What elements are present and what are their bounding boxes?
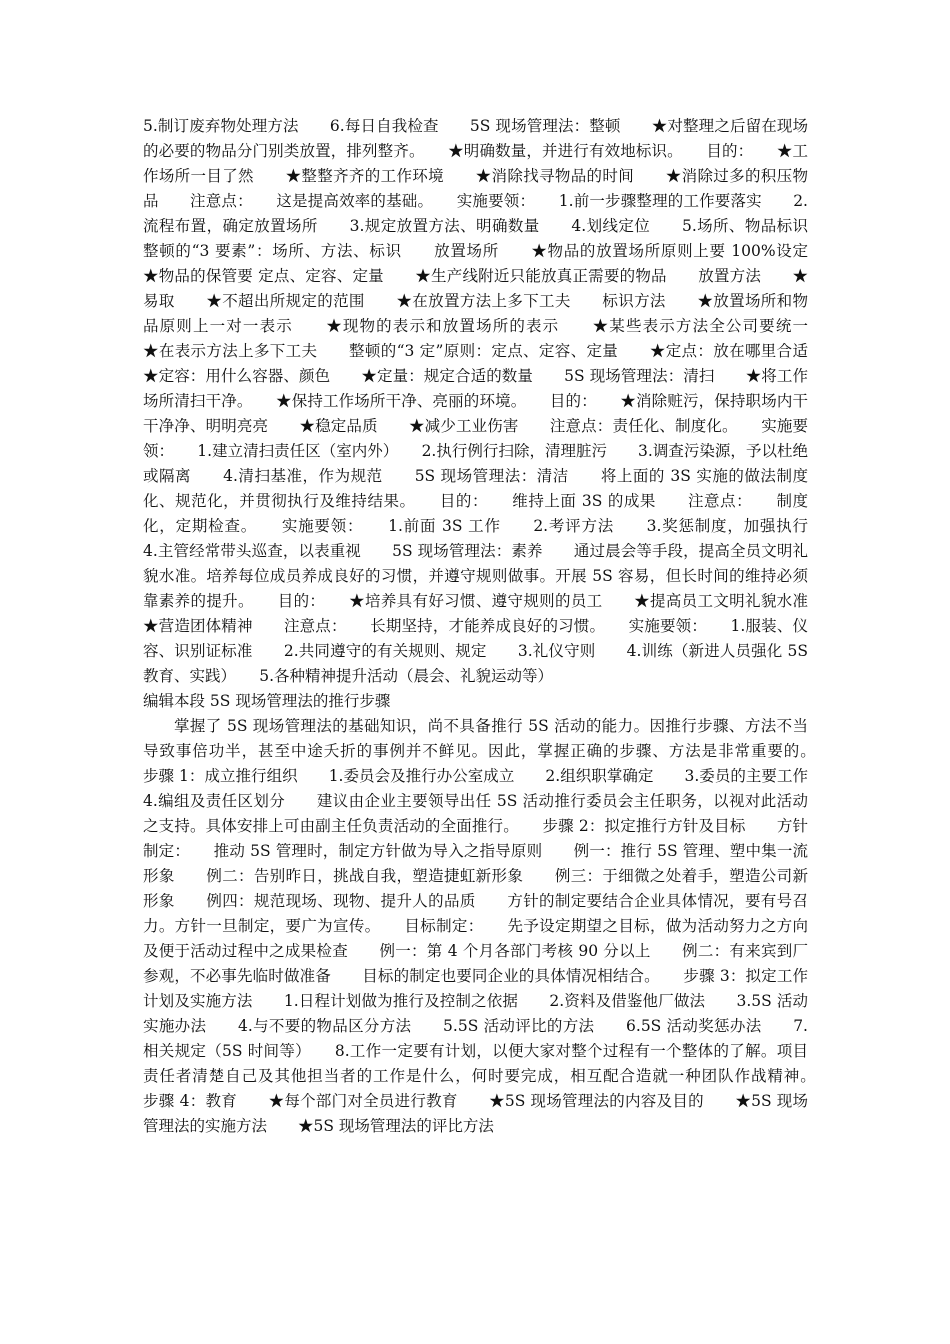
paragraph-5s-seiton-seiso-seiketsu-shitsuke: 5.制订废弃物处理方法 6.每日自我检查 5S 现场管理法：整顿 ★对整理之后留在现场的必要的物品分门别类放置，排列整齐。 ★明确数量，并进行有效地标识。 目的： ★工作场所一目了然 ★整整齐齐的工作环境 ★消除找寻物品的时间 ★消除过多的积压物品 注意点： 这是提高效率的基础。 实施要领： 1.前一步骤整理的工作要落实 2.流程布置，确定放置场所 3.规定放置方法、明确数量 4.划线定位 5.场所、物品标识 整顿的“3 要素”：场所、方法、标识 放置场所 ★物品的放置场所原则上要 100%设定 ★物品的保管要 定点、定容、定量 ★生产线附近只能放真正需要的物品 放置方法 ★易取 ★不超出所规定的范围 ★在放置方法上多下工夫 标识方法 ★放置场所和物品原则上一对一表示 ★现物的表示和放置场所的表示 ★某些表示方法全公司要统一 ★在表示方法上多下工夫 整顿的“3 定”原则：定点、定容、定量 ★定点：放在哪里合适 ★定容：用什么容器、颜色 ★定量：规定合适的数量 5S 现场管理法：清扫 ★将工作场所清扫干净。 ★保持工作场所干净、亮丽的环境。 目的： ★消除赃污，保持职场内干干净净、明明亮亮 ★稳定品质 ★减少工业伤害 注意点：责任化、制度化。 实施要领： 1.建立清扫责任区（室内外） 2.执行例行扫除，清理脏污 3.调查污染源，予以杜绝或隔离 4.清扫基准，作为规范 5S 现场管理法：清洁 将上面的 3S 实施的做法制度化、规范化，并贯彻执行及维持结果。 目的： 维持上面 3S 的成果 注意点： 制度化，定期检查。 实施要领： 1.前面 3S 工作 2.考评方法 3.奖惩制度，加强执行 4.主管经常带头巡查，以表重视 5S 现场管理法：素养 通过晨会等手段，提高全员文明礼貌水准。培养每位成员养成良好的习惯，并遵守规则做事。开展 5S 容易，但长时间的维持必须靠素养的提升。 目的： ★培养具有好习惯、遵守规则的员工 ★提高员工文明礼貌水准 ★营造团体精神 注意点： 长期坚持，才能养成良好的习惯。 实施要领： 1.服装、仪容、识别证标准 2.共同遵守的有关规则、规定 3.礼仪守则 4.训练（新进人员强化 5S 教育、实践） 5.各种精神提升活动（晨会、礼貌运动等）	[143, 117, 840, 685]
paragraph-implementation-steps: 掌握了 5S 现场管理法的基础知识，尚不具备推行 5S 活动的能力。因推行步骤、方法不当导致事倍功半，甚至中途夭折的事例并不鲜见。因此，掌握正确的步骤、方法是非常重要的。 步骤 1：成立推行组织 1.委员会及推行办公室成立 2.组织职掌确定 3.委员的主要工作 4.编组及责任区划分 建议由企业主要领导出任 5S 活动推行委员会主任职务，以视对此活动之支持。具体安排上可由副主任负责活动的全面推行。 步骤 2：拟定推行方针及目标 方针制定： 推动 5S 管理时，制定方针做为导入之指导原则 例一：推行 5S 管理、塑中集一流形象 例二：告别昨日，挑战自我，塑造捷虹新形象 例三：于细微之处着手，塑造公司新形象 例四：规范现场、现物、提升人的品质 方针的制定要结合企业具体情况，要有号召力。方针一旦制定，要广为宣传。 目标制定： 先予设定期望之目标，做为活动努力之方向及便于活动过程中之成果检查 例一：第 4 个月各部门考核 90 分以上 例二：有来宾到厂参观，不必事先临时做准备 目标的制定也要同企业的具体情况相结合。 步骤 3：拟定工作计划及实施方法 1.日程计划做为推行及控制之依据 2.资料及借鉴他厂做法 3.5S 活动实施办法 4.与不要的物品区分方法 5.5S 活动评比的方法 6.5S 活动奖惩办法 7.相关规定（5S 时间等） 8.工作一定要有计划，以便大家对整个过程有一个整体的了解。项目责任者清楚自己及其他担当者的工作是什么，何时要完成，相互配合造就一种团队作战精神。 步骤 4：教育 ★每个部门对全员进行教育 ★5S 现场管理法的内容及目的 ★5S 现场管理法的实施方法 ★5S 现场管理法的评比方法	[143, 717, 840, 1135]
section-heading: 编辑本段 5S 现场管理法的推行步骤	[143, 692, 391, 710]
document-body	[143, 114, 840, 1139]
